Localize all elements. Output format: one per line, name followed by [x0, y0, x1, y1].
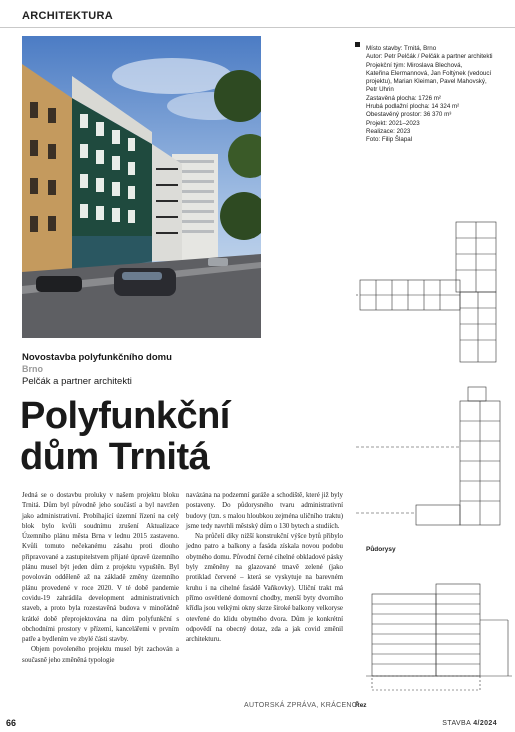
article-subtitle: Novostavba polyfunkčního domu	[22, 352, 172, 363]
info-line: Projekční tým: Miroslava Blechová,	[366, 61, 463, 69]
body-column-1	[22, 491, 179, 666]
headline-line-1: Polyfunkční	[20, 395, 230, 437]
info-line: Místo stavby: Trnitá, Brno	[366, 45, 437, 52]
info-line: Obestavěný prostor: 36 370 m³	[366, 111, 452, 119]
page-number: 66	[6, 718, 17, 728]
body-paragraph: navázána na podzemní garáže a schodiště, které již byly postaveny. Do půdorysného tvaru administrativní budovy (tzn. s malou hloubkou zejména uličního traktu) jsme tedy navrhli městský dům o 130 bytech a studiích.	[186, 492, 343, 530]
article-author: Pelčák a partner architekti	[22, 376, 132, 387]
info-line: Foto: Filip Šlapal	[366, 136, 413, 144]
info-line: Autor: Petr Pelčák / Pelčák a partner architekti	[366, 53, 493, 61]
article-city: Brno	[22, 364, 43, 374]
magazine-name: STAVBA	[442, 720, 471, 727]
body-paragraph: Jedná se o dostavbu proluky v našem projektu bloku Trnitá. Dům byl původně jeho součástí a byl navržen jako administrativní. Probíhající územní řízení na celý blok bylo kvůli soudnímu zrušení Aktualizace Územního plánu města Brna v lednu 2015 zastaveno. Kvůli tomuto nečekanému zásahu proti dlouho připravované a zastupitelstvem přijaté úpravě územního plánu musel být jeden dům z projektu vypuštěn. Byl povolován odděleně až na základě změny územního plánu provedené v roce 2020. V té době pandemie covidu-19 zahrádila development administrativních staveb, a proto byla rozestavěná budova v minořádně krátké době přeprojektována na dům polyfunkční s obchodními prostory v přízemí, kancelářemi v prvním patře a bydlením ve zbylé části stavby.	[22, 492, 179, 644]
header-divider	[0, 27, 515, 28]
plans-caption: Půdorysy	[366, 546, 396, 553]
info-line: Petr Uhrin	[366, 86, 394, 94]
info-line: projektu), Marian Kleiman, Pavel Mahovský,	[366, 78, 487, 86]
headline-line-2: dům Trnitá	[20, 436, 210, 478]
info-line: Hrubá podlažní plocha: 14 324 m²	[366, 103, 460, 111]
article-headline	[20, 396, 230, 478]
issue-number: 4/2024	[473, 720, 497, 727]
project-info	[366, 45, 512, 145]
section-drawing	[366, 580, 512, 692]
section-tag: ARCHITEKTURA	[22, 10, 113, 22]
floor-plan-ground	[356, 385, 512, 535]
magazine-issue	[442, 720, 497, 727]
body-column-2	[186, 491, 343, 645]
info-line: Projekt: 2021–2023	[366, 119, 420, 127]
building-photo	[22, 36, 261, 338]
section-caption: Řez	[355, 702, 367, 709]
info-line: Zastavěná plocha: 1726 m²	[366, 94, 441, 102]
article-credit: AUTORSKÁ ZPRÁVA, KRÁCENO	[244, 702, 358, 709]
info-bullet	[355, 42, 360, 47]
floor-plan-upper	[356, 218, 512, 368]
body-paragraph: Na průčelí díky nižší konstrukční výšce bytů přibylo jedno patro a balkony a fasáda získala novou podobu obytného domu. Původní černé cihelné obkladové pásky byly změněny na glazované tmavě zelené (jako protiklad červené – která se vyskytuje na barevném kruhu i na cihelné fasádě Vaňkovky). Uliční trakt má přímo osvětlené domovní chodby, menší byty dvorního křídla jsou velkými okny skrze široké balkony velkoryse otevřené do klidu obytného dvora. Dům je konkrétní odpovědí na obecný dotaz, zda a jak covid změnil architekturu.	[186, 533, 343, 644]
info-line: Kateřina Elermannová, Jan Foltýnek (vedoucí	[366, 69, 492, 77]
body-paragraph: Objem povoleného projektu musel být zachován a současně jeho změněná typologie	[22, 646, 179, 664]
info-line: Realizace: 2023	[366, 127, 411, 135]
